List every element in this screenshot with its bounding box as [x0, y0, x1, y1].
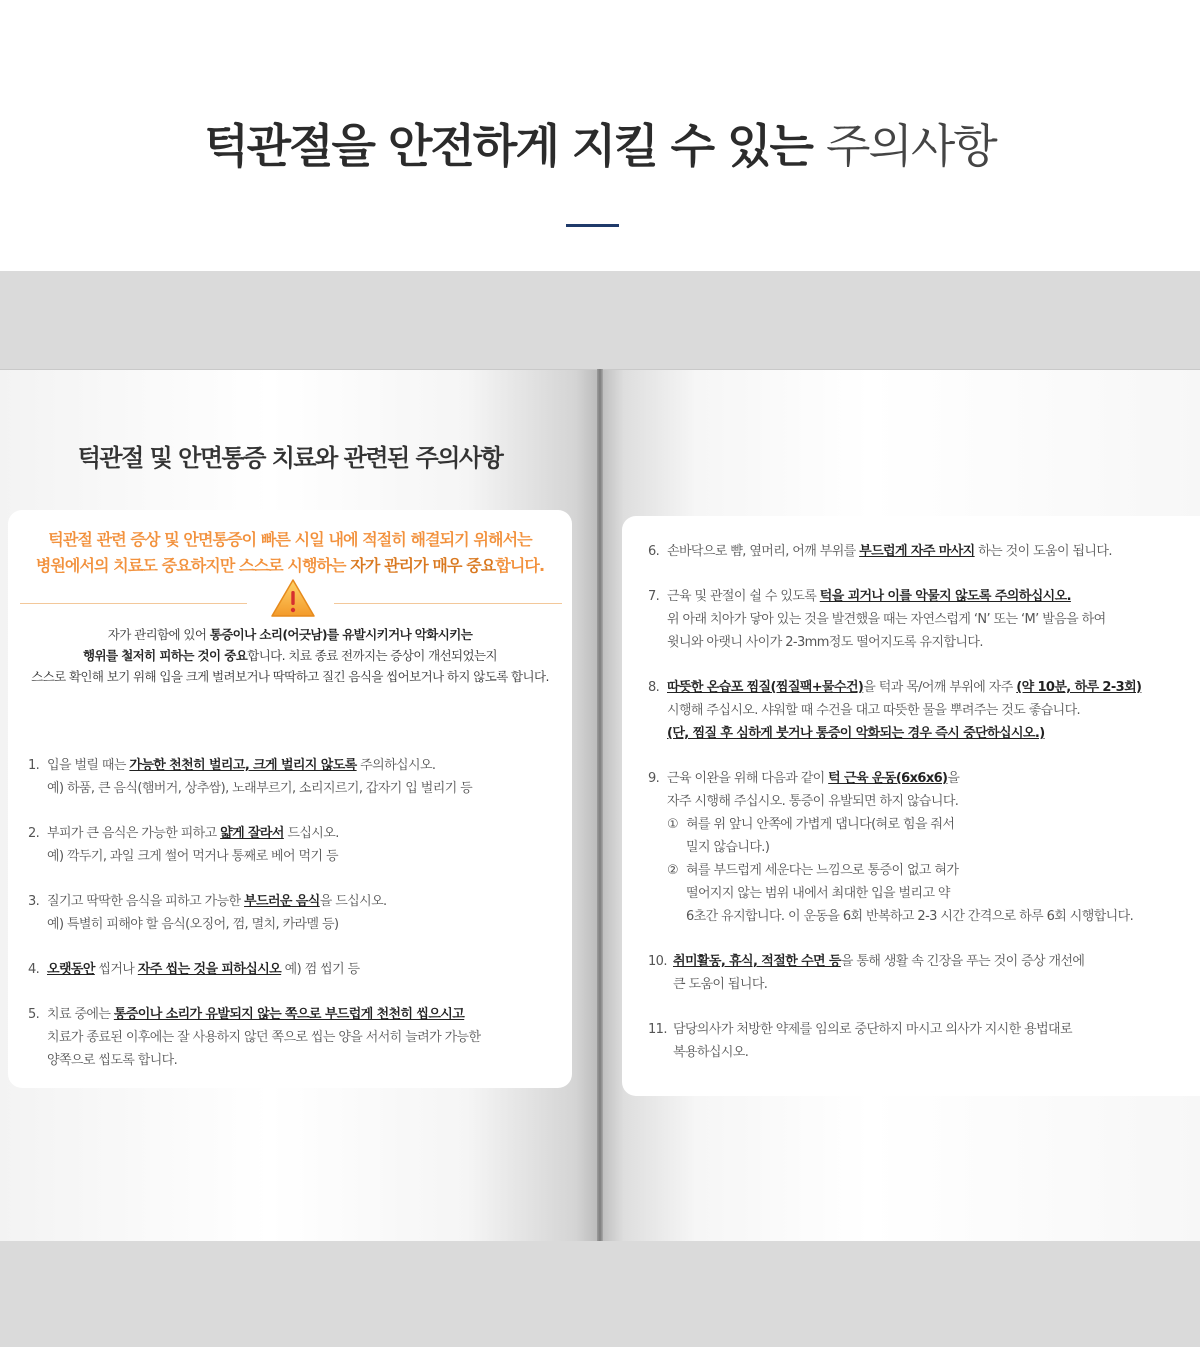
item-number: 3. [28, 894, 40, 909]
list-item [648, 676, 1188, 745]
item-emphasis: 얇게 잘라서 [220, 826, 284, 841]
warning-line-2c: 합니다. [495, 556, 545, 575]
list-item [28, 754, 568, 800]
left-precaution-list [28, 754, 568, 1094]
item-text: 하는 것이 도움이 됩니다. [974, 544, 1112, 559]
item-number: 8. [648, 680, 660, 695]
item-line: 예) 하품, 큰 음식(햄버거, 상추쌈), 노래부르기, 소리지르기, 갑자기 입 벌리기 등 [47, 781, 473, 796]
item-emphasis: 턱을 괴거나 이를 악물지 않도록 주의하십시오. [819, 589, 1071, 604]
warning-body-line-2 [8, 645, 572, 666]
item-emphasis: 부드럽게 자주 마사지 [859, 544, 975, 559]
divider-right [334, 603, 562, 604]
item-emphasis: 자주 씹는 것을 피하십시오 [137, 962, 282, 977]
title-light: 주의사항 [826, 119, 996, 173]
item-number: 4. [28, 962, 40, 977]
item-text: 을 턱과 목/어깨 부위에 자주 [863, 680, 1017, 695]
divider-left [20, 603, 247, 604]
item-line: 양쪽으로 씹도록 합니다. [47, 1053, 178, 1068]
list-item [28, 958, 568, 981]
warning-line-2a: 병원에서의 치료도 중요하지만 스스로 시행하는 [35, 556, 351, 575]
item-line: 시행해 주십시오. 샤워할 때 수건을 대고 따뜻한 물을 뿌려주는 것도 좋습니다. [667, 703, 1081, 718]
item-line: 치료가 종료된 이후에는 잘 사용하지 않던 쪽으로 씹는 양을 서서히 늘려가 가능한 [47, 1030, 481, 1045]
item-line [47, 1003, 568, 1026]
item-text: 질기고 딱딱한 음식을 피하고 가능한 [47, 894, 245, 909]
item-line [47, 890, 568, 913]
body1-a: 자가 관리함에 있어 [107, 627, 210, 642]
item-line: 예) 깍두기, 과일 크게 썰어 먹거나 통째로 베어 먹기 등 [47, 849, 338, 864]
body1-b: 통증이나 소리(어긋남)를 유발시키거나 악화시키는 [209, 627, 473, 642]
warning-body [8, 624, 572, 687]
item-line: 6초간 유지합니다. 이 운동을 6회 반복하고 2-3 시간 간격으로 하루 6회 시행합니다. [686, 909, 1134, 924]
item-text: 손바닥으로 뺨, 옆머리, 어깨 부위를 [667, 544, 860, 559]
item-emphasis: (약 10분, 하루 2-3회) [1016, 680, 1142, 695]
warning-triangle-icon [270, 578, 316, 618]
sub-step-marker: ② [667, 863, 679, 878]
item-text: 드십시오. [283, 826, 339, 841]
body2-a: 행위를 철저히 피하는 것이 중요 [83, 648, 248, 663]
sub-step-1 [667, 813, 1188, 859]
right-precaution-list [648, 540, 1188, 1086]
list-item [648, 585, 1188, 654]
item-line [667, 540, 1188, 563]
title-bold: 턱관절을 안전하게 지킬 수 있는 [204, 119, 812, 173]
item-emphasis: 따뜻한 온습포 찜질(찜질팩+물수건) [667, 680, 864, 695]
warning-body-line-3: 스스로 확인해 보기 위해 입을 크게 벌려보거나 딱딱하고 질긴 음식을 씹어보거나 하지 않도록 합니다. [31, 669, 549, 684]
item-number: 10. [648, 954, 667, 969]
item-line: 혀를 위 앞니 안쪽에 가볍게 댑니다(혀로 힘을 줘서 [686, 817, 955, 832]
item-number: 11. [648, 1022, 667, 1037]
list-item [648, 950, 1188, 996]
item-line: 위 아래 치아가 닿아 있는 것을 발견했을 때는 자연스럽게 ‘N’ 또는 ‘M’ 발음을 하여 [667, 612, 1106, 627]
item-line-emphasis: (단, 찜질 후 심하게 붓거나 통증이 악화되는 경우 즉시 중단하십시오.) [667, 726, 1045, 741]
list-item [648, 540, 1188, 563]
item-line [673, 950, 1188, 973]
sub-step-2 [667, 859, 1188, 928]
left-page-heading: 턱관절 및 안면통증 치료와 관련된 주의사항 [77, 444, 503, 472]
page-title [0, 110, 1200, 176]
item-line [667, 676, 1188, 699]
item-line [667, 585, 1188, 608]
list-item [28, 822, 568, 868]
item-line: 떨어지지 않는 범위 내에서 최대한 입을 벌리고 약 [686, 886, 950, 901]
warning-highlight: 자가 관리가 매우 중요 [350, 556, 496, 575]
item-line [47, 754, 568, 777]
item-line: 밀지 않습니다.) [686, 840, 770, 855]
item-number: 1. [28, 758, 40, 773]
item-number: 7. [648, 589, 660, 604]
warning-headline [8, 527, 572, 579]
item-text: 부피가 큰 음식은 가능한 피하고 [47, 826, 221, 841]
sub-step-marker: ① [667, 817, 679, 832]
item-line [47, 958, 568, 981]
title-underline [566, 224, 619, 227]
item-emphasis: 오랫동안 [47, 962, 95, 977]
item-emphasis: 턱 근육 운동(6x6x6) [828, 771, 948, 786]
item-text: 을 드십시오. [319, 894, 387, 909]
item-number: 9. [648, 771, 660, 786]
list-item [648, 767, 1188, 928]
item-text: 입을 벌릴 때는 [47, 758, 130, 773]
item-line: 윗니와 아랫니 사이가 2-3mm정도 떨어지도록 유지합니다. [667, 635, 983, 650]
item-text: 을 통해 생활 속 긴장을 푸는 것이 증상 개선에 [840, 954, 1085, 969]
item-number: 5. [28, 1007, 40, 1022]
item-line: 큰 도움이 됩니다. [673, 977, 768, 992]
book-spine [597, 369, 603, 1241]
item-text: 을 [947, 771, 960, 786]
list-item [28, 1003, 568, 1072]
item-text: 치료 중에는 [47, 1007, 114, 1022]
item-number: 6. [648, 544, 660, 559]
item-line [47, 822, 568, 845]
item-text: 근육 및 관절이 쉴 수 있도록 [667, 589, 820, 604]
item-number: 2. [28, 826, 40, 841]
list-item [648, 1018, 1188, 1064]
item-emphasis: 가능한 천천히 벌리고, 크게 벌리지 않도록 [129, 758, 357, 773]
item-line: 예) 특별히 피해야 할 음식(오징어, 껌, 멸치, 카라멜 등) [47, 917, 339, 932]
list-item [28, 890, 568, 936]
item-line: 자주 시행해 주십시오. 통증이 유발되면 하지 않습니다. [667, 794, 959, 809]
item-emphasis: 통증이나 소리가 유발되지 않는 쪽으로 부드럽게 천천히 씹으시고 [113, 1007, 465, 1022]
warning-body-line-1 [8, 624, 572, 645]
warning-line-1: 턱관절 관련 증상 및 안면통증이 빠른 시일 내에 적절히 해결되기 위해서는 [48, 530, 532, 549]
item-line: 담당의사가 처방한 약제를 임의로 중단하지 마시고 의사가 지시한 용법대로 [673, 1022, 1072, 1037]
item-line [667, 767, 1188, 790]
item-emphasis: 취미활동, 휴식, 적절한 수면 등 [673, 954, 841, 969]
body2-b: 합니다. 치료 종료 전까지는 증상이 개선되었는지 [247, 648, 497, 663]
item-text: 씹거나 [94, 962, 138, 977]
item-text: 예) 껌 씹기 등 [281, 962, 360, 977]
item-emphasis: 부드러운 음식 [244, 894, 320, 909]
warning-line-2 [8, 553, 572, 579]
item-line: 복용하십시오. [673, 1045, 749, 1060]
item-text: 주의하십시오. [356, 758, 436, 773]
item-text: 근육 이완을 위해 다음과 같이 [667, 771, 829, 786]
item-line: 혀를 부드럽게 세운다는 느낌으로 통증이 없고 혀가 [686, 863, 959, 878]
